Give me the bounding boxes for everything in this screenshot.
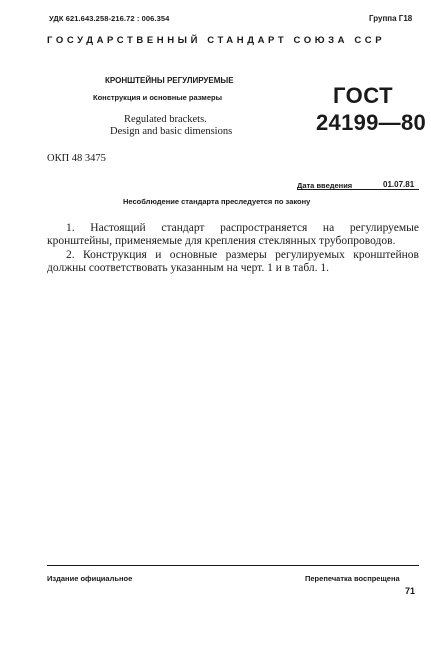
body-text <box>47 222 419 275</box>
gost-number: 24199—80 <box>316 110 427 135</box>
intro-date-label: Дата введения <box>297 181 353 190</box>
subtitle-ru: Конструкция и основные размеры <box>93 93 222 102</box>
standard-banner: ГОСУДАРСТВЕННЫЙ СТАНДАРТ СОЮЗА ССР <box>47 35 386 46</box>
reprint-notice: Перепечатка воспрещена <box>305 574 400 583</box>
paragraph-2: 2. Конструкция и основные размеры регулируемых кронштейнов должны соответствовать указанным на черт. 1 и в табл. 1. <box>47 248 419 274</box>
intro-date-value: 01.07.81 <box>383 180 415 189</box>
footer-rule <box>47 565 419 566</box>
intro-date-underline <box>297 189 419 190</box>
udk-code: УДК 621.643.258-216.72 : 006.354 <box>49 14 170 23</box>
group-code: Группа Г18 <box>369 14 413 23</box>
page-number: 71 <box>405 586 416 596</box>
paragraph-1: 1. Настоящий стандарт распространяется на регулируемые кронштейны, применяемые для крепления стеклянных трубопроводов. <box>47 222 419 248</box>
gost-label: ГОСТ <box>333 83 394 108</box>
subtitle-en: Design and basic dimensions <box>110 126 233 137</box>
okp-code: ОКП 48 3475 <box>47 153 106 164</box>
title-en: Regulated brackets. <box>124 114 207 125</box>
edition-label: Издание официальное <box>47 574 133 583</box>
legal-notice: Несоблюдение стандарта преследуется по закону <box>123 197 311 206</box>
title-ru: КРОНШТЕЙНЫ РЕГУЛИРУЕМЫЕ <box>105 76 234 85</box>
